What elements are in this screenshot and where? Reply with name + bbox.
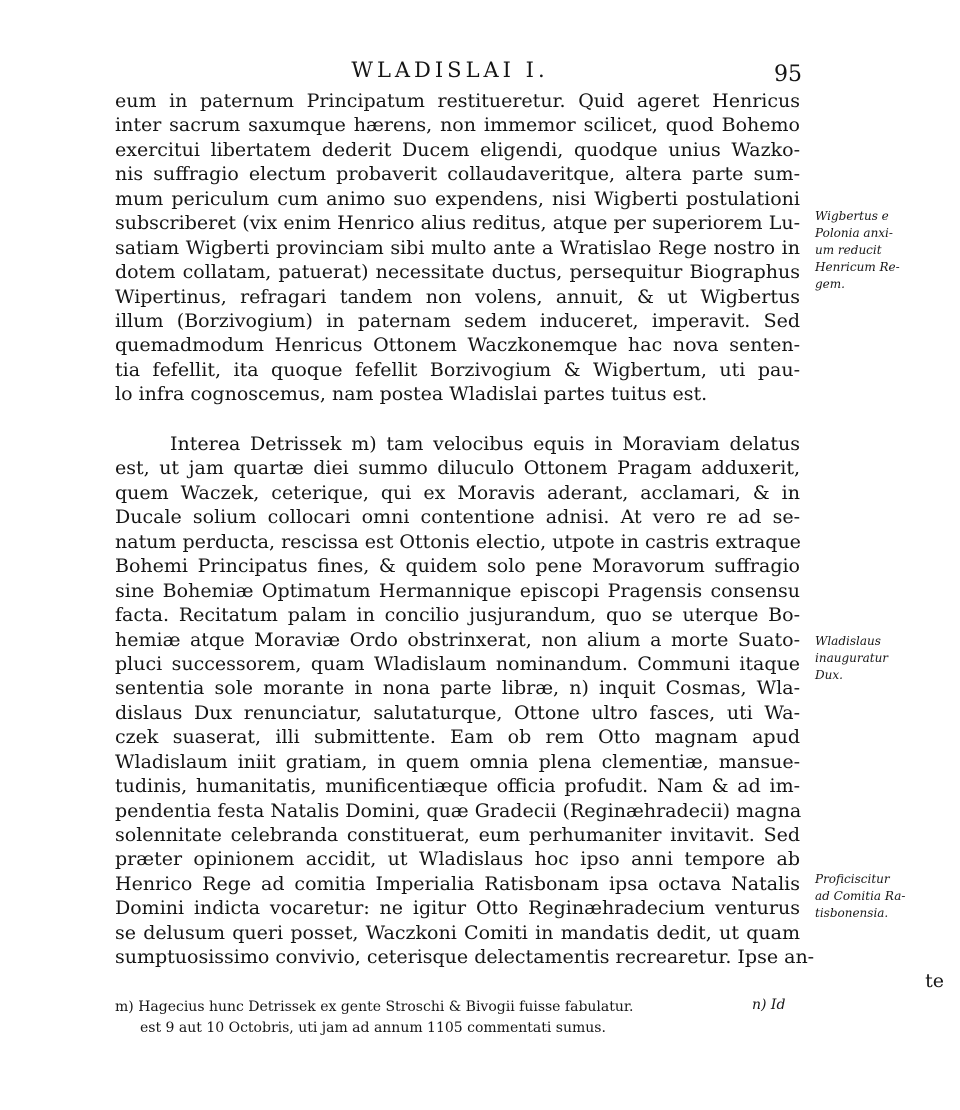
text-line: hemiæ atque Moraviæ Ordo obstrinxerat, non alium a morte Suato-: [115, 628, 800, 651]
footnote-m: m) Hagecius hunc Detrissek ex gente Stroschi & Bivogii fuisse fabulatur.: [115, 999, 634, 1015]
paragraph-1: [115, 89, 800, 407]
text-line: lo infra cognoscemus, nam postea Wladislai partes tuitus est.: [115, 383, 708, 406]
footnote-n-continuation: est 9 aut 10 Octobris, uti jam ad annum 1105 commentati sumus.: [140, 1020, 606, 1036]
margin-note-line: Wladislaus: [815, 634, 881, 648]
margin-note-line: um reducit: [815, 243, 882, 257]
text-line: pendentia festa Natalis Domini, quæ Gradecii (Reginæhradecii) magna: [115, 799, 802, 822]
margin-note-line: Wigbertus e: [815, 209, 889, 223]
text-line: subscriberet (vix enim Henrico alius reditus, atque per superiorem Lu-: [115, 212, 800, 235]
text-line: quem Waczek, ceterique, qui ex Moravis aderant, acclamari, & in: [115, 481, 800, 504]
text-line: exercitui libertatem dederit Ducem eligendi, quodque unius Wazko-: [115, 138, 800, 161]
text-line: dislaus Dux renunciatur, salutaturque, Ottone ultro fasces, uti Wa-: [115, 701, 800, 724]
running-title: WLADISLAI I.: [351, 58, 549, 82]
text-line: satiam Wigberti provinciam sibi multo ante a Wratislao Rege nostro in: [115, 236, 800, 259]
text-line: Wipertinus, refragari tandem non volens, annuit, & ut Wigbertus: [115, 285, 800, 308]
text-line: quemadmodum Henricus Ottonem Waczkonemque hac nova senten-: [115, 334, 800, 357]
text-line: Interea Detrissek m) tam velocibus equis in Moraviam delatus: [170, 433, 800, 455]
margin-note-wigbertus: [815, 208, 955, 293]
paragraph-2: [115, 432, 815, 970]
text-line: illum (Borzivogium) in paternam sedem induceret, imperavit. Sed: [115, 309, 800, 332]
text-line: pluci successorem, quam Wladislaum nominandum. Communi itaque: [115, 652, 800, 675]
text-line: czek suaserat, illi submittente. Eam ob rem Otto magnam apud: [115, 726, 800, 749]
text-line: tia fefellit, ita quoque fefellit Borzivogium & Wigbertum, uti pau-: [115, 358, 800, 381]
margin-note-proficiscitur: [815, 871, 955, 922]
text-line: est, ut jam quartæ diei summo diluculo Ottonem Pragam adduxerit,: [115, 457, 800, 480]
text-line: Wladislaum iniit gratiam, in quem omnia plena clementiæ, mansue-: [115, 750, 800, 773]
margin-note-line: Proficiscitur: [815, 872, 890, 886]
text-line: solennitate celebranda constituerat, eum perhumaniter invitavit. Sed: [115, 824, 800, 846]
text-line: præter opinionem accidit, ut Wladislaus hoc ipso anni tempore ab: [115, 848, 800, 871]
text-line: natum perducta, rescissa est Ottonis electio, utpote in castris extraque: [115, 530, 801, 553]
text-line: mum periculum cum animo suo expendens, nisi Wigberti postulationi: [115, 187, 800, 210]
text-line: Domini indicta vocaretur: ne igitur Otto Reginæhradecium venturus: [115, 897, 800, 920]
footnote-n: n) Id: [752, 997, 786, 1013]
text-line: Bohemi Principatus fines, & quidem solo pene Moravorum suffragio: [115, 555, 800, 578]
margin-note-wladislaus: [815, 633, 955, 684]
margin-note-line: Dux.: [815, 668, 843, 682]
margin-note-line: tisbonensia.: [815, 906, 889, 920]
text-line: sine Bohemiæ Optimatum Hermannique episcopi Pragensis consensu: [115, 579, 800, 602]
margin-note-line: inauguratur: [815, 651, 889, 665]
page-number: 95: [774, 62, 802, 87]
text-line: Henrico Rege ad comitia Imperialia Ratisbonam ipsa octava Natalis: [115, 872, 800, 895]
text-line: sententia sole morante in nona parte libræ, n) inquit Cosmas, Wla-: [115, 677, 800, 700]
text-line: nis suffragio electum probaverit collaudaveritque, altera parte sum-: [115, 163, 800, 186]
text-line: facta. Recitatum palam in concilio jusjurandum, quo se uterque Bo-: [115, 604, 800, 627]
catchword: te: [925, 970, 944, 992]
margin-note-line: Henricum Re-: [815, 260, 900, 274]
margin-note-line: ad Comitia Ra-: [815, 889, 906, 903]
catchword-block: [784, 969, 944, 993]
text-line: inter sacrum saxumque hærens, non immemor scilicet, quod Bohemo: [115, 114, 800, 137]
margin-note-line: Polonia anxi-: [815, 226, 893, 240]
text-line: eum in paternum Principatum restitueretur. Quid ageret Henricus: [115, 90, 800, 112]
margin-note-line: gem.: [815, 277, 845, 291]
text-line: se delusum queri posset, Waczkoni Comiti in mandatis dedit, ut quam: [115, 921, 800, 944]
footnotes: [115, 997, 795, 1039]
text-line: dotem collatam, patuerat) necessitate ductus, persequitur Biographus: [115, 261, 800, 284]
text-line: Ducale solium collocari omni contentione adnisi. At vero re ad se-: [115, 506, 800, 529]
text-line: tudinis, humanitatis, munificentiæque officia profudit. Nam & ad im-: [115, 775, 800, 798]
text-line: sumptuosissimo convivio, ceterisque delectamentis recrearetur. Ipse an-: [115, 946, 815, 969]
